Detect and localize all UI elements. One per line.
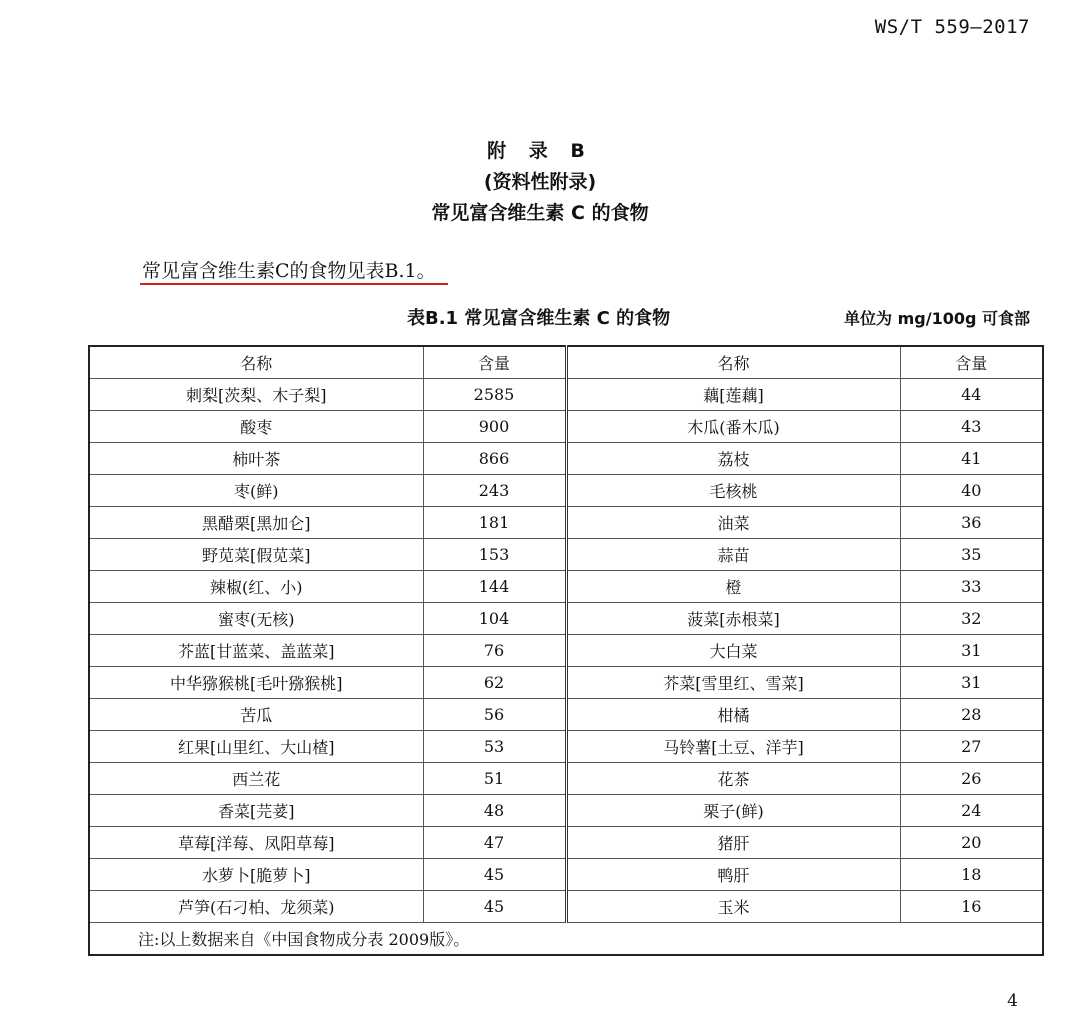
food-name-cell: 野苋菜[假苋菜] [89,539,423,571]
header-amount-2: 含量 [900,346,1043,379]
table-row [89,571,1043,603]
vitc-amount-cell: 28 [900,699,1043,731]
appendix-title: 附 录 B [487,140,593,162]
food-name-cell: 马铃薯[土豆、洋芋] [566,731,900,763]
vitc-amount-cell: 62 [423,667,566,699]
intro-text: 常见富含维生素C的食物见表B.1。 [142,260,436,282]
food-name-cell: 柿叶茶 [89,443,423,475]
table-row [89,827,1043,859]
food-name-cell: 毛核桃 [566,475,900,507]
food-name-cell: 酸枣 [89,411,423,443]
food-name-cell: 芥蓝[甘蓝菜、盖蓝菜] [89,635,423,667]
vitc-amount-cell: 181 [423,507,566,539]
vitc-amount-cell: 51 [423,763,566,795]
food-name-cell: 鸭肝 [566,859,900,891]
food-name-cell: 中华猕猴桃[毛叶猕猴桃] [89,667,423,699]
food-name-cell: 花茶 [566,763,900,795]
table-row [89,859,1043,891]
food-name-cell: 大白菜 [566,635,900,667]
appendix-subject: 常见富含维生素 C 的食物 [431,202,649,224]
standard-code: WS/T 559—2017 [874,16,1030,38]
vitc-amount-cell: 243 [423,475,566,507]
vitc-amount-cell: 40 [900,475,1043,507]
table-note-row [89,923,1043,956]
food-name-cell: 苦瓜 [89,699,423,731]
header-name-2: 名称 [566,346,900,379]
food-name-cell: 荔枝 [566,443,900,475]
vitc-amount-cell: 27 [900,731,1043,763]
header-name-1: 名称 [89,346,423,379]
table-header-row [89,346,1043,379]
vitc-amount-cell: 47 [423,827,566,859]
food-name-cell: 香菜[芫荽] [89,795,423,827]
food-name-cell: 草莓[洋莓、凤阳草莓] [89,827,423,859]
header-amount-1: 含量 [423,346,566,379]
food-name-cell: 水萝卜[脆萝卜] [89,859,423,891]
table-row [89,507,1043,539]
food-name-cell: 猪肝 [566,827,900,859]
table-note: 注:以上数据来自《中国食物成分表 2009版》。 [89,923,1043,956]
table-row [89,763,1043,795]
table-row [89,475,1043,507]
vitc-amount-cell: 32 [900,603,1043,635]
table-unit: 单位为 mg/100g 可食部 [844,309,1030,328]
food-name-cell: 蒜苗 [566,539,900,571]
vitc-amount-cell: 41 [900,443,1043,475]
food-name-cell: 柑橘 [566,699,900,731]
vitc-amount-cell: 153 [423,539,566,571]
vitc-amount-cell: 26 [900,763,1043,795]
food-name-cell: 蜜枣(无核) [89,603,423,635]
vitamin-c-table [88,345,1044,956]
vitc-amount-cell: 24 [900,795,1043,827]
table-row [89,603,1043,635]
table-row [89,443,1043,475]
food-name-cell: 黑醋栗[黑加仑] [89,507,423,539]
vitc-amount-cell: 45 [423,859,566,891]
table-row [89,667,1043,699]
vitc-amount-cell: 36 [900,507,1043,539]
table-row [89,731,1043,763]
food-name-cell: 芦笋(石刁柏、龙须菜) [89,891,423,923]
table-row [89,379,1043,411]
food-name-cell: 刺梨[茨梨、木子梨] [89,379,423,411]
vitc-amount-cell: 43 [900,411,1043,443]
food-name-cell: 油菜 [566,507,900,539]
vitc-amount-cell: 44 [900,379,1043,411]
vitc-amount-cell: 45 [423,891,566,923]
vitc-amount-cell: 76 [423,635,566,667]
table-caption: 表B.1 常见富含维生素 C 的食物 [407,308,671,329]
food-name-cell: 菠菜[赤根菜] [566,603,900,635]
food-name-cell: 橙 [566,571,900,603]
vitc-amount-cell: 33 [900,571,1043,603]
vitc-amount-cell: 31 [900,635,1043,667]
table-row [89,795,1043,827]
vitc-amount-cell: 18 [900,859,1043,891]
food-name-cell: 木瓜(番木瓜) [566,411,900,443]
vitc-amount-cell: 866 [423,443,566,475]
vitc-amount-cell: 56 [423,699,566,731]
vitc-amount-cell: 48 [423,795,566,827]
page-number: 4 [1007,991,1018,1011]
vitc-amount-cell: 53 [423,731,566,763]
table-row [89,699,1043,731]
vitc-amount-cell: 16 [900,891,1043,923]
vitc-amount-cell: 104 [423,603,566,635]
food-name-cell: 红果[山里红、大山楂] [89,731,423,763]
table-row [89,891,1043,923]
table-row [89,539,1043,571]
vitc-amount-cell: 900 [423,411,566,443]
vitc-amount-cell: 35 [900,539,1043,571]
food-name-cell: 藕[莲藕] [566,379,900,411]
food-name-cell: 栗子(鲜) [566,795,900,827]
red-underline [140,283,448,285]
vitc-amount-cell: 144 [423,571,566,603]
food-name-cell: 芥菜[雪里红、雪菜] [566,667,900,699]
vitc-amount-cell: 31 [900,667,1043,699]
table-row [89,635,1043,667]
food-name-cell: 玉米 [566,891,900,923]
vitc-amount-cell: 2585 [423,379,566,411]
food-name-cell: 西兰花 [89,763,423,795]
table-row [89,411,1043,443]
food-name-cell: 辣椒(红、小) [89,571,423,603]
appendix-type: (资料性附录) [483,171,597,193]
food-name-cell: 枣(鲜) [89,475,423,507]
vitc-amount-cell: 20 [900,827,1043,859]
